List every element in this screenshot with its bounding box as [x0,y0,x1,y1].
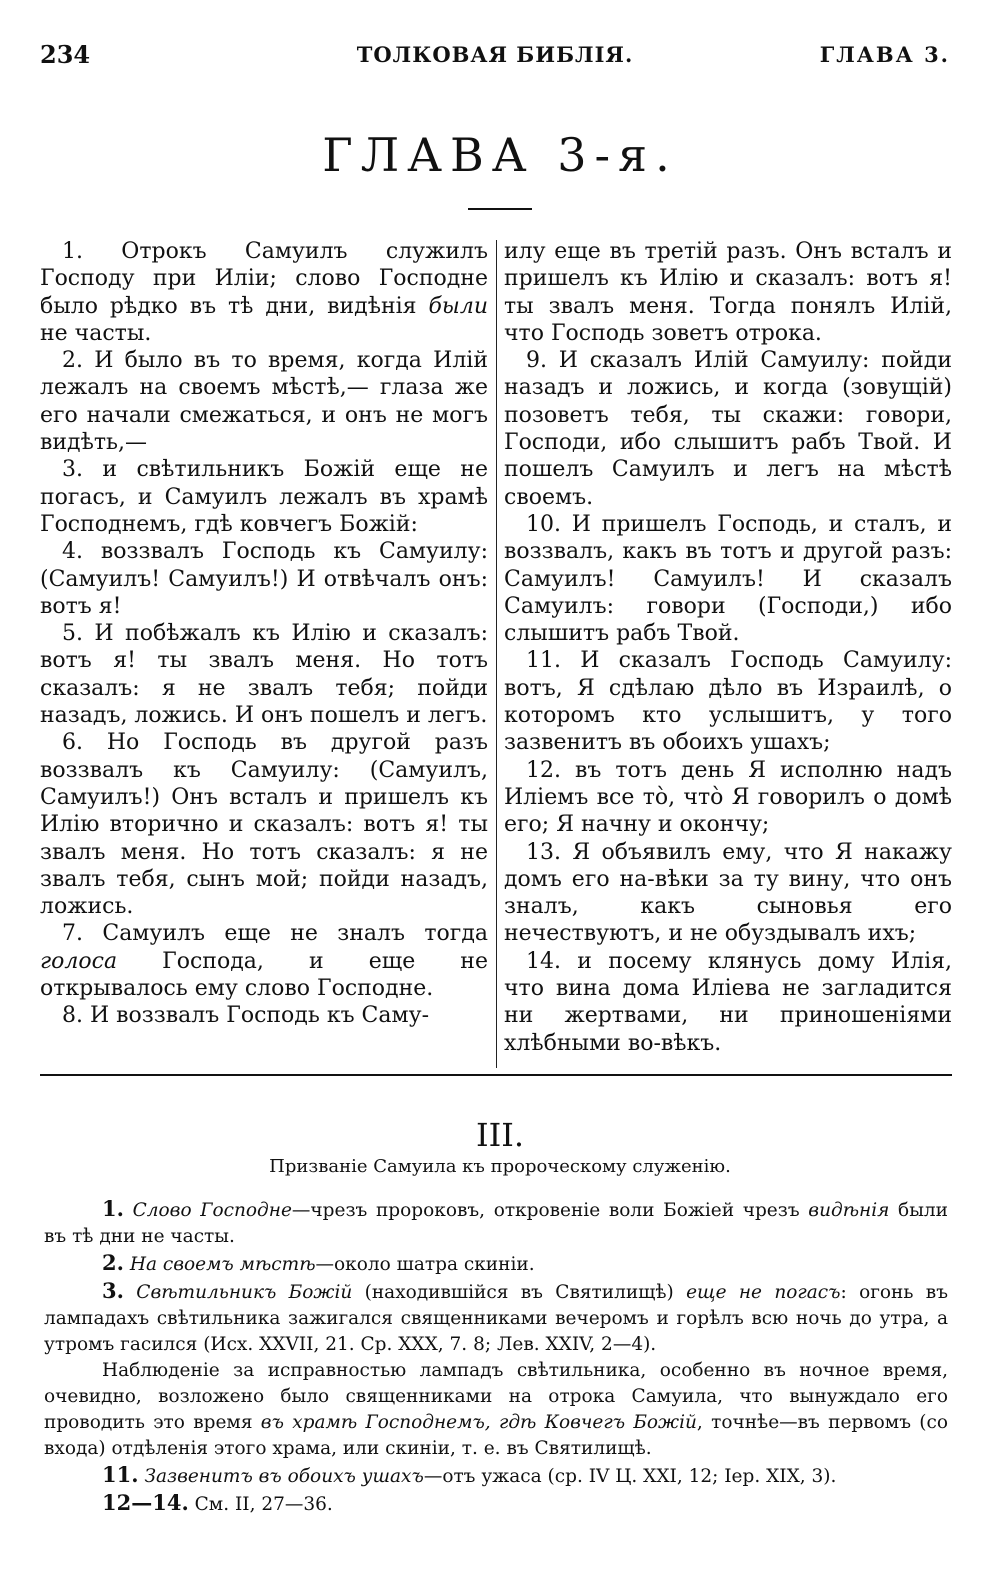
note-text: Наблюденіе за исправностью лампадъ свѣтильника, особенно въ ночное время, очевидно, возложено было священниками на отрока Самуила, что вынуждало его проводить это время [44,1360,948,1433]
scripture-text [40,238,952,1066]
quoted-phrase: Слово Господне [132,1200,292,1221]
left-column [40,238,488,1030]
verse [40,729,488,920]
verse [504,511,952,647]
text-run: 5. И побѣжалъ къ Илію и сказалъ: вотъ я! ты звалъ меня. Но тотъ сказалъ: я не звалъ тебя; пойди назадъ, ложись. И онъ пошелъ и легъ. [40,621,488,729]
italic-text: голоса [40,948,118,974]
verse [504,238,952,347]
verse [504,757,952,839]
verse [40,620,488,729]
title-rule [468,208,532,210]
text-run: 7. Самуилъ еще не зналъ тогда [62,921,488,947]
text-run: Господа, и еще не открывалось ему слово Господне. [40,948,488,1002]
commentary-note [44,1462,948,1490]
text-run: 13. Я объявилъ ему, что Я накажу домъ его на-вѣки за ту вину, что онъ зналъ, какъ сыновья его нечествуютъ, и не обуздывалъ ихъ; [504,839,952,947]
verse [40,538,488,620]
verse [504,647,952,756]
quoted-phrase: Свѣтильникъ Божій [136,1282,353,1303]
text-run: не часты. [40,320,152,346]
text-run: 11. И сказалъ Господь Самуилу: вотъ, Я сдѣлаю дѣло въ Израилѣ, о которомъ кто услышитъ, у того зазвенитъ въ обоихъ ушахъ; [504,648,952,756]
verse [40,456,488,538]
note-number: 1. [102,1196,124,1221]
commentary-note [44,1278,948,1358]
quoted-phrase: Зазвенитъ въ обоихъ ушахъ [144,1466,424,1487]
verse [504,839,952,948]
chapter-label: ГЛАВА 3. [819,42,950,67]
quoted-phrase: еще не погасъ [686,1282,841,1303]
commentary [44,1196,948,1518]
verse [40,238,488,347]
note-text: См. II, 27—36. [194,1494,333,1515]
text-run: 10. И пришелъ Господь, и сталъ, и воззвалъ, какъ въ тотъ и другой разъ: Самуилъ! Самуилъ! И сказалъ Самуилъ: говори (Господи,) ибо слышитъ рабъ Твой. [504,511,952,647]
text-run: 1. Отрокъ Самуилъ служилъ Господу при Иліи; слово Господне было рѣдко въ тѣ дни, видѣнія [40,239,488,319]
verse [504,948,952,1057]
commentary-note [44,1358,948,1462]
note-number: 2. [102,1250,124,1275]
section-number: III. [475,1116,525,1154]
commentary-note [44,1196,948,1250]
text-run: 14. и посему клянусь дому Илія, что вина дома Иліева не загладится ни жертвами, ни приношеніями хлѣбными во-вѣкъ. [504,948,952,1056]
commentary-note [44,1490,948,1518]
note-text: были въ тѣ дни не часты. [44,1200,948,1247]
note-text: —отъ ужаса (ср. IV Ц. XXI, 12; Іер. XIX, 3). [423,1466,837,1487]
note-text: —чрезъ пророковъ, откровеніе воли Божіей чрезъ [291,1200,809,1221]
chapter-title: ГЛАВА 3-я. [322,128,678,182]
column-divider [496,240,497,1068]
text-run: 4. воззвалъ Господь къ Самуилу: (Самуилъ! Самуилъ!) И отвѣчалъ онъ: вотъ я! [40,539,488,619]
running-header [40,40,950,70]
verse [40,347,488,456]
right-column [504,238,952,1057]
text-run: 3. и свѣтильникъ Божій еще не погасъ, и Самуилъ лежалъ въ храмѣ Господнемъ, гдѣ ковчегъ Божій: [40,457,488,537]
note-number: 11. [102,1462,139,1487]
commentary-note [44,1250,948,1278]
text-run: 6. Но Господь въ другой разъ воззвалъ къ Самуилу: (Самуилъ, Самуилъ!) Онъ всталъ и пришелъ къ Илію вторично и сказалъ: вотъ я! ты звалъ меня. Но тотъ сказалъ: я не звалъ тебя, сынъ мой; пойди назадъ, ложись. [40,730,488,920]
quoted-phrase: въ храмѣ Господнемъ, гдѣ Ковчегъ Божій [260,1412,697,1433]
verse [504,347,952,511]
text-run: 9. И сказалъ Илій Самуилу: пойди назадъ и ложись, и когда (зовущій) позоветъ тебя, ты скажи: говори, Господи, ибо слышитъ рабъ Твой. И пошелъ Самуилъ и легъ на мѣстѣ своемъ. [504,348,952,510]
text-run: 8. И воззвалъ Господь къ Саму- [62,1003,429,1029]
section-title: Призваніе Самуила къ пророческому служенію. [269,1156,731,1177]
page-number: 234 [40,40,91,69]
note-number: 3. [102,1278,124,1303]
verse [40,920,488,1002]
text-run: 12. въ тотъ день Я исполню надъ Иліемъ все то̀, что̀ Я говорилъ о домѣ его; Я начну и окончу; [504,757,952,838]
quoted-phrase: На своемъ мѣстѣ [129,1254,316,1275]
note-text: : огонь въ лампадахъ свѣтильника зажигался священниками вечеромъ и горѣлъ всю ночь до утра, а утромъ гасился (Исх. XXVII, 21. Ср. XXX, 7. 8; Лев. XXIV, 2—4). [44,1282,948,1355]
text-run: 2. И было въ то время, когда Илій лежалъ на своемъ мѣстѣ,— глаза же его начали смежаться, и онъ не могъ видѣть,— [40,348,488,456]
section-rule [40,1074,952,1076]
running-title: ТОЛКОВАЯ БИБЛІЯ. [356,42,634,67]
note-text: , точнѣе—въ первомъ (со входа) отдѣленія этого храма, или скиніи, т. е. въ Святилищѣ. [44,1412,948,1459]
note-text: (находившійся въ Святилищѣ) [352,1282,687,1303]
italic-text: были [428,293,488,319]
note-text: —около шатра скиніи. [315,1254,535,1275]
text-run: илу еще въ третій разъ. Онъ всталъ и пришелъ къ Илію и сказалъ: вотъ я! ты звалъ меня. Тогда понялъ Илій, что Господь зоветъ отрока. [504,239,952,346]
quoted-phrase: видѣнія [808,1200,890,1221]
note-number: 12—14. [102,1490,189,1515]
verse [40,1002,488,1029]
